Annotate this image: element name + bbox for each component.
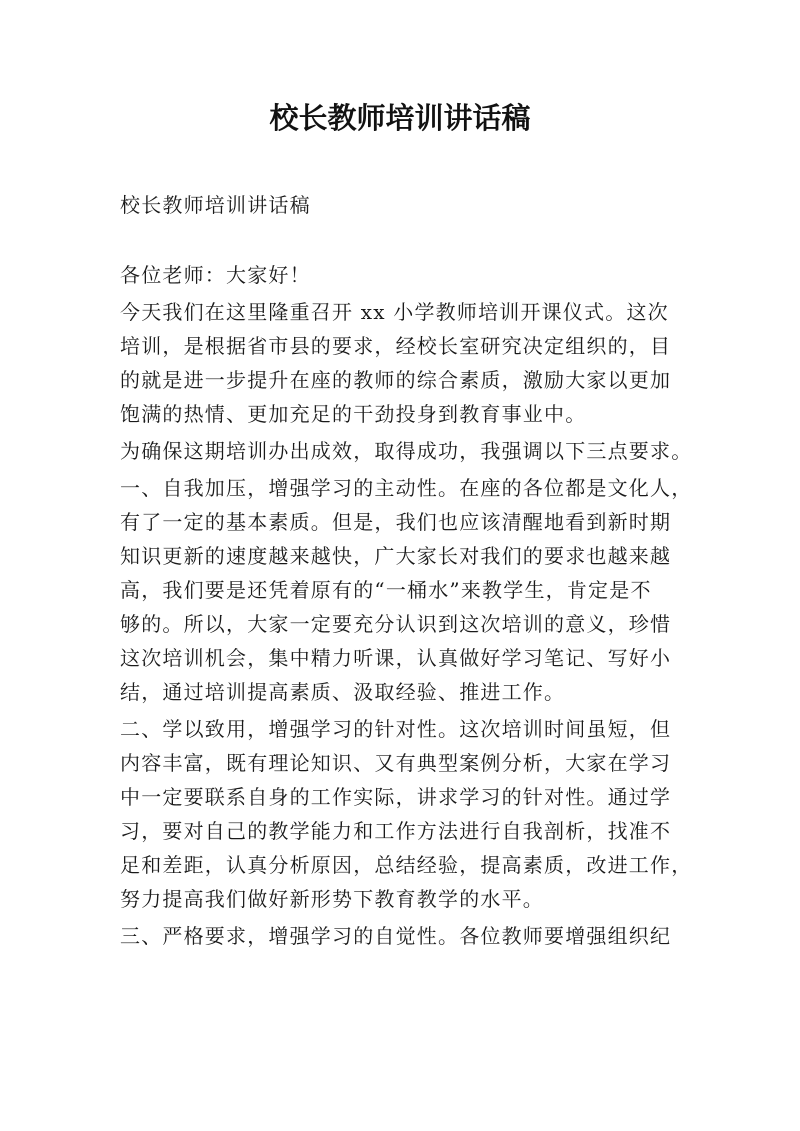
paragraph — [120, 295, 685, 431]
paragraph-line: 培训，是根据省市县的要求，经校长室研究决定组织的，目 — [120, 334, 672, 358]
paragraph — [120, 434, 693, 468]
paragraph-line: 一、自我加压，增强学习的主动性。在座的各位都是文化人， — [120, 476, 693, 500]
paragraph — [120, 712, 693, 916]
paragraph-line: 为确保这期培训办出成效，取得成功，我强调以下三点要求。 — [120, 439, 693, 463]
paragraph-line: 三、严格要求，增强学习的自觉性。各位教师要增强组织纪 — [120, 924, 672, 948]
paragraph-line: 知识更新的速度越来越快，广大家长对我们的要求也越来越 — [120, 544, 672, 568]
paragraph-line: 这次培训机会，集中精力听课，认真做好学习笔记、写好小 — [120, 646, 672, 670]
paragraph-line: 够的。所以，大家一定要充分认识到这次培训的意义，珍惜 — [120, 612, 672, 636]
paragraph-line: 今天我们在这里隆重召开 xx 小学教师培训开课仪式。这次 — [120, 300, 669, 324]
paragraph — [120, 471, 693, 709]
document-body — [120, 258, 693, 956]
document-subtitle: 校长教师培训讲话稿 — [120, 193, 311, 217]
paragraph-line: 各位老师：大家好！ — [120, 263, 311, 287]
paragraph-line: 足和差距，认真分析原因，总结经验，提高素质，改进工作， — [120, 853, 693, 877]
paragraph-line: 内容丰富，既有理论知识、又有典型案例分析，大家在学习 — [120, 751, 672, 775]
paragraph — [120, 258, 685, 292]
paragraph-line: 饱满的热情、更加充足的干劲投身到教育事业中。 — [120, 402, 587, 426]
paragraph-line: 习，要对自己的教学能力和工作方法进行自我剖析，找准不 — [120, 819, 672, 843]
paragraph-line: 中一定要联系自身的工作实际，讲求学习的针对性。通过学 — [120, 785, 672, 809]
paragraph — [120, 919, 685, 953]
paragraph-line: 的就是进一步提升在座的教师的综合素质，激励大家以更加 — [120, 368, 672, 392]
document-title: 校长教师培训讲话稿 — [269, 101, 531, 135]
paragraph-line: 结，通过培训提高素质、汲取经验、推进工作。 — [120, 680, 566, 704]
paragraph-line: 有了一定的基本素质。但是，我们也应该清醒地看到新时期 — [120, 510, 672, 534]
paragraph-line: 努力提高我们做好新形势下教育教学的水平。 — [120, 887, 544, 911]
paragraph-line: 高，我们要是还凭着原有的“一桶水”来教学生，肯定是不 — [120, 578, 652, 602]
paragraph-line: 二、学以致用，增强学习的针对性。这次培训时间虽短，但 — [120, 717, 672, 741]
